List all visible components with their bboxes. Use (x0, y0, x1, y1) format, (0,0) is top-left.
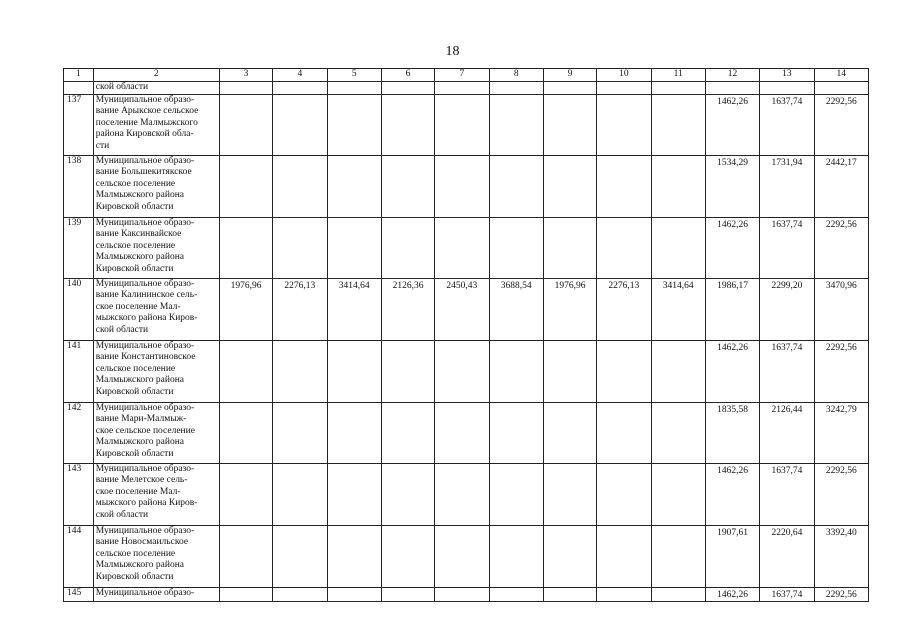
row-number: 139 (64, 217, 94, 278)
value-cell-col-6 (381, 155, 434, 217)
value-cell-col-5 (327, 217, 381, 278)
column-header: 14 (814, 69, 868, 82)
row-number: 143 (64, 463, 94, 525)
table-row (64, 525, 869, 587)
column-header: 2 (93, 69, 219, 82)
value-cell-col-13: 1637,74 (760, 340, 814, 402)
value-cell-col-13: 1637,74 (760, 217, 814, 278)
value-cell-col-6 (381, 94, 434, 155)
table-row (64, 217, 869, 278)
column-header: 7 (435, 69, 489, 82)
value-cell-col-10 (597, 217, 651, 278)
value-cell-col-11 (651, 463, 705, 525)
data-table (63, 68, 869, 602)
value-cell-col-4 (273, 94, 327, 155)
table-row (64, 278, 869, 340)
municipality-name: Муниципальное образо- вание Мелетское сель- ское поселение Мал- мыжского района Киров- ской области (93, 463, 219, 525)
municipality-name: Муниципальное образо- вание Новосмаильское сельское поселение Малмыжского района Кировской области (93, 525, 219, 587)
value-cell-col-5 (327, 587, 381, 602)
value-cell-col-11 (651, 217, 705, 278)
value-cell-col-4 (273, 463, 327, 525)
value-cell-col-14: 2292,56 (814, 587, 868, 602)
value-cell-col-14: 2292,56 (814, 463, 868, 525)
value-cell-col-4 (273, 587, 327, 602)
column-header: 9 (543, 69, 596, 82)
value-cell-col-3 (219, 402, 272, 463)
column-header: 11 (651, 69, 705, 82)
value-cell-col-9 (543, 463, 596, 525)
row-number (64, 82, 94, 95)
value-cell-col-4 (273, 155, 327, 217)
value-cell-col-6: 2126,36 (381, 278, 434, 340)
value-cell-col-9 (543, 587, 596, 602)
row-number: 138 (64, 155, 94, 217)
column-header: 6 (381, 69, 434, 82)
value-cell-col-9 (543, 402, 596, 463)
value-cell-col-3 (219, 463, 272, 525)
value-cell-col-12: 1835,58 (705, 402, 759, 463)
value-cell-col-5 (327, 402, 381, 463)
value-cell-col-10 (597, 463, 651, 525)
value-cell-col-7 (435, 402, 489, 463)
value-cell-col-7 (435, 340, 489, 402)
value-cell-col-7 (435, 525, 489, 587)
value-cell-col-8: 3688,54 (489, 278, 543, 340)
value-cell-col-10 (597, 525, 651, 587)
value-cell-col-4 (273, 340, 327, 402)
municipality-name: Муниципальное образо- вание Калининское сель- ское поселение Мал- мыжского района Киров- ской области (93, 278, 219, 340)
value-cell-col-8 (489, 525, 543, 587)
value-cell-col-12: 1462,26 (705, 340, 759, 402)
row-number: 145 (64, 587, 94, 602)
municipality-name: Муниципальное образо- вание Константиновское сельское поселение Малмыжского района Кировской области (93, 340, 219, 402)
value-cell-col-5 (327, 525, 381, 587)
value-cell-col-3 (219, 94, 272, 155)
value-cell-col-8 (489, 402, 543, 463)
value-cell-col-9 (543, 94, 596, 155)
value-cell-col-7 (435, 94, 489, 155)
value-cell-col-8 (489, 587, 543, 602)
table-row (64, 587, 869, 602)
column-header: 5 (327, 69, 381, 82)
column-header: 3 (219, 69, 272, 82)
value-cell-col-14: 2442,17 (814, 155, 868, 217)
column-header: 1 (64, 69, 94, 82)
municipality-name: Муниципальное образо- вание Мари-Малмыж- ское сельское поселение Малмыжского района Кировской области (93, 402, 219, 463)
value-cell-col-11: 3414,64 (651, 278, 705, 340)
continuation-row (64, 82, 869, 95)
value-cell-col-13: 1637,74 (760, 587, 814, 602)
header-row (64, 69, 869, 82)
value-cell-col-14: 3470,96 (814, 278, 868, 340)
value-cell-col-12: 1907,61 (705, 525, 759, 587)
value-cell-col-11 (651, 155, 705, 217)
value-cell-col-12: 1462,26 (705, 463, 759, 525)
value-cell-col-6 (381, 525, 434, 587)
municipality-name: Муниципальное образо- вание Большекитякское сельское поселение Малмыжского района Кировской области (93, 155, 219, 217)
municipality-name: Муниципальное образо- вание Арыкское сельское поселение Малмыжского района Кировской обла- сти (93, 94, 219, 155)
value-cell-col-10 (597, 155, 651, 217)
row-number: 140 (64, 278, 94, 340)
value-cell-col-6 (381, 340, 434, 402)
value-cell-col-12: 1462,26 (705, 94, 759, 155)
value-cell-col-7 (435, 217, 489, 278)
value-cell-col-4 (273, 525, 327, 587)
column-header: 4 (273, 69, 327, 82)
value-cell-col-5 (327, 340, 381, 402)
value-cell-col-3 (219, 155, 272, 217)
value-cell-col-10 (597, 94, 651, 155)
value-cell-col-12: 1462,26 (705, 217, 759, 278)
value-cell-col-6 (381, 217, 434, 278)
value-cell-col-8 (489, 340, 543, 402)
value-cell-col-5 (327, 463, 381, 525)
value-cell-col-13: 1637,74 (760, 463, 814, 525)
value-cell-col-10: 2276,13 (597, 278, 651, 340)
value-cell-col-12: 1986,17 (705, 278, 759, 340)
value-cell-col-9 (543, 525, 596, 587)
value-cell-col-12: 1534,29 (705, 155, 759, 217)
row-number: 144 (64, 525, 94, 587)
value-cell-col-3 (219, 587, 272, 602)
value-cell-col-14: 3242,79 (814, 402, 868, 463)
value-cell-col-8 (489, 217, 543, 278)
value-cell-col-4 (273, 402, 327, 463)
value-cell-col-11 (651, 587, 705, 602)
column-header: 12 (705, 69, 759, 82)
value-cell-col-13: 1731,94 (760, 155, 814, 217)
value-cell-col-5 (327, 155, 381, 217)
value-cell-col-9: 1976,96 (543, 278, 596, 340)
column-header: 13 (760, 69, 814, 82)
value-cell-col-7: 2450,43 (435, 278, 489, 340)
value-cell-col-8 (489, 463, 543, 525)
value-cell-col-9 (543, 155, 596, 217)
value-cell-col-13: 2299,20 (760, 278, 814, 340)
value-cell-col-14: 2292,56 (814, 94, 868, 155)
value-cell-col-3 (219, 340, 272, 402)
table-row (64, 463, 869, 525)
value-cell-col-13: 2126,44 (760, 402, 814, 463)
value-cell-col-6 (381, 587, 434, 602)
municipality-name: ской области (93, 82, 219, 95)
value-cell-col-11 (651, 402, 705, 463)
value-cell-col-7 (435, 463, 489, 525)
value-cell-col-10 (597, 587, 651, 602)
value-cell-col-5 (327, 94, 381, 155)
page-number: 18 (445, 44, 460, 59)
municipality-name: Муниципальное образо- (93, 587, 219, 602)
value-cell-col-11 (651, 525, 705, 587)
table-row (64, 402, 869, 463)
value-cell-col-8 (489, 155, 543, 217)
value-cell-col-11 (651, 340, 705, 402)
value-cell-col-12: 1462,26 (705, 587, 759, 602)
value-cell-col-10 (597, 340, 651, 402)
column-header: 8 (489, 69, 543, 82)
value-cell-col-10 (597, 402, 651, 463)
value-cell-col-14: 3392,40 (814, 525, 868, 587)
table-row (64, 94, 869, 155)
value-cell-col-3 (219, 217, 272, 278)
value-cell-col-13: 2220,64 (760, 525, 814, 587)
value-cell-col-9 (543, 340, 596, 402)
row-number: 141 (64, 340, 94, 402)
value-cell-col-3: 1976,96 (219, 278, 272, 340)
value-cell-col-14: 2292,56 (814, 217, 868, 278)
row-number: 137 (64, 94, 94, 155)
municipality-name: Муниципальное образо- вание Каксинвайское сельское поселение Малмыжского района Кировской области (93, 217, 219, 278)
column-header: 10 (597, 69, 651, 82)
value-cell-col-7 (435, 155, 489, 217)
value-cell-col-11 (651, 94, 705, 155)
value-cell-col-4 (273, 217, 327, 278)
table-row (64, 155, 869, 217)
value-cell-col-14: 2292,56 (814, 340, 868, 402)
value-cell-col-13: 1637,74 (760, 94, 814, 155)
value-cell-col-3 (219, 525, 272, 587)
row-number: 142 (64, 402, 94, 463)
value-cell-col-4: 2276,13 (273, 278, 327, 340)
value-cell-col-7 (435, 587, 489, 602)
table-row (64, 340, 869, 402)
value-cell-col-6 (381, 402, 434, 463)
value-cell-col-9 (543, 217, 596, 278)
value-cell-col-6 (381, 463, 434, 525)
value-cell-col-5: 3414,64 (327, 278, 381, 340)
value-cell-col-8 (489, 94, 543, 155)
